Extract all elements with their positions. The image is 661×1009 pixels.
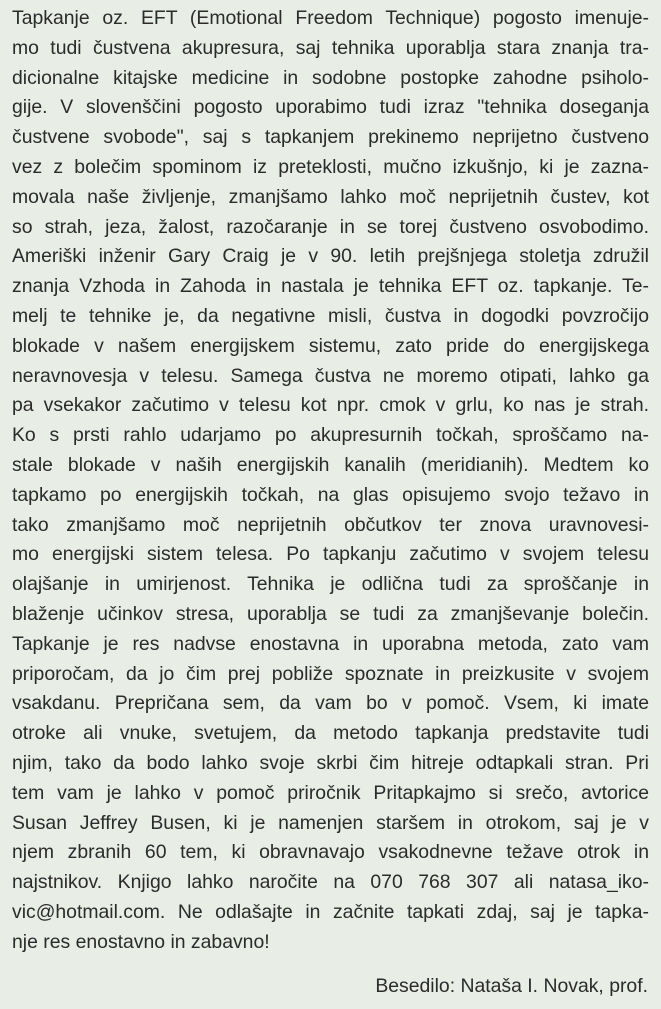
article-line: olajšanje in umirjenost. Tehnika je odlična tudi za sproščanje in	[12, 573, 649, 596]
author-credit: Besedilo: Nataša I. Novak, prof.	[375, 975, 648, 997]
article-line: gije. V slovenščini pogosto uporabimo tudi izraz "tehnika doseganja	[12, 96, 649, 119]
article-line: Ameriški inženir Gary Craig je v 90. letih prejšnjega stoletja združil	[12, 245, 649, 268]
article-line: stale blokade v naših energijskih kanalih (meridianih). Medtem ko	[12, 453, 649, 476]
article-line: Tapkanje je res nadvse enostavna in uporabna metoda, zato vam	[12, 632, 649, 655]
article-line: tapkamo po energijskih točkah, na glas opisujemo svojo težavo in	[12, 483, 649, 506]
article-line: čustvene svobode", saj s tapkanjem prekinemo neprijetno čustveno	[12, 126, 649, 149]
article-line: njim, tako da bodo lahko svoje skrbi čim hitreje odtapkali stran. Pri	[12, 751, 649, 774]
article-line: blaženje učinkov stresa, uporablja se tudi za zmanjševanje bolečin.	[12, 602, 649, 625]
article-line: Tapkanje oz. EFT (Emotional Freedom Technique) pogosto imenuje-	[12, 7, 649, 29]
article-line: mo tudi čustvena akupresura, saj tehnika uporablja stara znanja tra-	[12, 36, 649, 59]
article-line: mo energijski sistem telesa. Po tapkanju začutimo v svojem telesu	[12, 543, 649, 566]
article-line: Ko s prsti rahlo udarjamo po akupresurnih točkah, sproščamo na-	[12, 424, 649, 447]
article-line: neravnovesja v telesu. Samega čustva ne moremo otipati, lahko ga	[12, 364, 649, 387]
article-line: Susan Jeffrey Busen, ki je namenjen staršem in otrokom, saj je v	[12, 811, 649, 834]
article-line: vic@hotmail.com. Ne odlašajte in začnite tapkati zdaj, saj je tapka-	[12, 900, 649, 923]
article-line: blokade v našem energijskem sistemu, zato pride do energijskega	[12, 334, 649, 357]
article-line: pa vsekakor začutimo v telesu kot npr. cmok v grlu, ko nas je strah.	[12, 394, 649, 417]
article-line: njem zbranih 60 tem, ki obravnavajo vsakodnevne težave otrok in	[12, 841, 649, 864]
article-line: movala naše življenje, zmanjšamo lahko moč neprijetnih čustev, kot	[12, 185, 649, 208]
article-line: najstnikov. Knjigo lahko naročite na 070 768 307 ali natasa_iko-	[12, 871, 649, 894]
article-line: tem vam je lahko v pomoč priročnik Pritapkajmo si srečo, avtorice	[12, 781, 649, 804]
article-line: vez z bolečim spominom iz preteklosti, mučno izkušnjo, ki je zazna-	[12, 155, 649, 178]
article-line: dicionalne kitajske medicine in sodobne postopke zahodne psiholo-	[12, 66, 649, 89]
article-line: melj te tehnike je, da negativne misli, čustva in dogodki povzročijo	[12, 304, 649, 327]
article-line: so strah, jeza, žalost, razočaranje in se torej čustveno osvobodimo.	[12, 215, 649, 238]
article-line: nje res enostavno in zabavno!	[12, 930, 270, 953]
article-line: vsakdanu. Prepričana sem, da vam bo v pomoč. Vsem, ki imate	[12, 692, 649, 715]
article-body	[12, 4, 649, 958]
article-line: znanja Vzhoda in Zahoda in nastala je tehnika EFT oz. tapkanje. Te-	[12, 275, 649, 298]
article-line: tako zmanjšamo moč neprijetnih občutkov ter znova uravnovesi-	[12, 513, 649, 536]
article-line: priporočam, da jo čim prej pobliže spoznate in preizkusite v svojem	[12, 662, 649, 685]
article-line: otroke ali vnuke, svetujem, da metodo tapkanja predstavite tudi	[12, 722, 649, 745]
